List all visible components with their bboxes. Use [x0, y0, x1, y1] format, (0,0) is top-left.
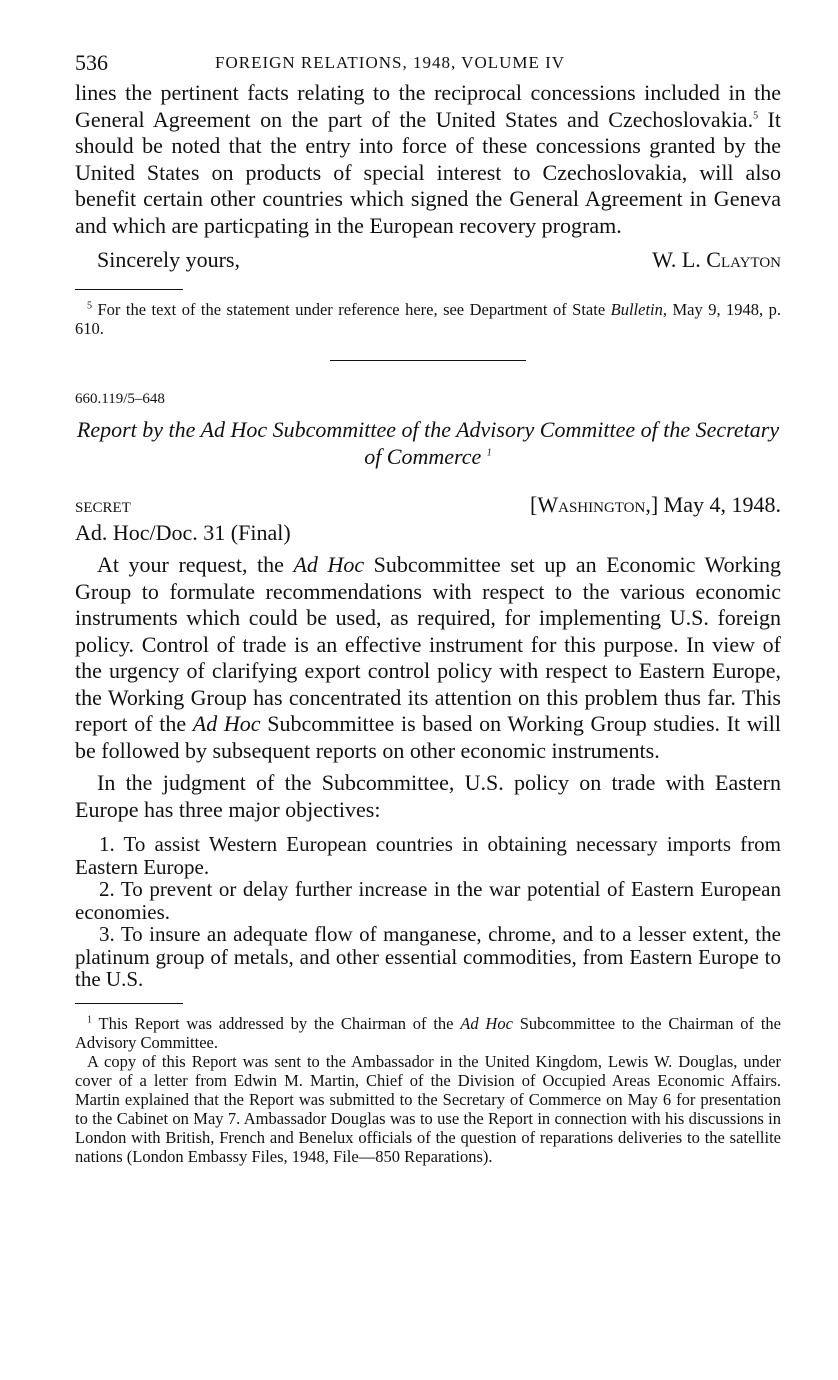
file-number: 660.119/5–648 [75, 391, 165, 407]
letter-paragraph-continued: It should be noted that the entry into force of these concessions granted by the United States on products of special interest to Czechoslovakia, will also benefit certain other countries which signed the General Agreement in Geneva and which are particpating in the European recovery program. [75, 106, 781, 238]
p1-text-3: Subcommittee is based on Working Group studies. It will be followed by subsequent reports on other economic instruments. [75, 711, 782, 763]
footnote-divider [75, 289, 183, 290]
footnote-1-italic: Ad Hoc [460, 1013, 513, 1033]
classification-label: SECRET [75, 500, 131, 516]
place-and-date [530, 492, 781, 518]
footnote-5 [75, 300, 781, 338]
footnote-5-text: For the text of the statement under reference here, see Department of State [92, 300, 611, 319]
objective-item: 2. To prevent or delay further increase in the war potential of Eastern European economies. [75, 877, 781, 924]
date: May 4, 1948. [663, 492, 781, 517]
objective-item: 3. To insure an adequate flow of manganese, chrome, and to a lesser extent, the platinum group of metals, and other essential commodities, from Eastern Europe to the U.S. [75, 922, 781, 991]
p1-italic-2: Ad Hoc [192, 711, 261, 736]
p1-text-2: Subcommittee set up an Economic Working Group to formulate recommendations with respect to the various economic instruments which could be used, as required, for implementing U.S. foreign policy. Control of trade is an effective instrument for this purpose. In view of the urgency of clarifying export control policy with respect to Eastern Europe, the Working Group has concentrated its attention on this problem thus far. This report of the [75, 552, 782, 736]
running-head [75, 50, 781, 80]
footnote-1-text-1: This Report was addressed by the Chairman of the [92, 1013, 461, 1033]
document-id: Ad. Hoc/Doc. 31 (Final) [75, 520, 291, 545]
footnote-5-citation: May 9, 1948, p. 610. [75, 300, 782, 338]
letter-paragraph [75, 80, 781, 239]
footnote-5-publication: Bulletin, [610, 300, 668, 319]
footnote-1-para-1 [75, 1014, 781, 1052]
report-paragraph-2: In the judgment of the Subcommittee, U.S. policy on trade with Eastern Europe has three major objectives: [75, 770, 781, 822]
complimentary-close: Sincerely yours, [97, 247, 240, 272]
footnote-ref-5: 5 [753, 110, 759, 122]
place: [Washington,] [530, 492, 659, 517]
document-separator [330, 360, 526, 361]
footnote-1-text-2: Subcommittee to the Chairman of the Advisory Committee. [75, 1013, 781, 1052]
page-number: 536 [75, 50, 108, 75]
document-title-text: Report by the Ad Hoc Subcommittee of the Advisory Committee of the Secretary of Commerce [76, 417, 780, 469]
signature: W. L. Clayton [652, 247, 781, 272]
footnote-1-para-2: A copy of this Report was sent to the Ambassador in the United Kingdom, Lewis W. Douglas, under cover of a letter from Edwin M. Martin, Chief of the Division of Occupied Areas Economic Affairs. Martin explained that the Report was submitted to the Secretary of Commerce on May 6 for presentation to the Cabinet on May 7. Ambassador Douglas was to use the Report in connection with his discussions in London with British, French and Benelux officials of the question of reparations deliveries to the satellite nations (London Embassy Files, 1948, File—850 Reparations). [75, 1051, 781, 1166]
document-title [75, 416, 781, 470]
report-paragraph-1 [75, 552, 781, 764]
page [75, 50, 781, 1166]
p1-italic-1: Ad Hoc [293, 552, 365, 577]
running-title: FOREIGN RELATIONS, 1948, VOLUME IV [215, 53, 566, 72]
footnote-1-marker: 1 [87, 1014, 92, 1025]
footnote-divider-2 [75, 1003, 183, 1004]
objectives-list [75, 833, 781, 991]
title-footnote-ref: 1 [486, 447, 492, 459]
letter-paragraph-text: lines the pertinent facts relating to the reciprocal concessions included in the General Agreement on the part of the United States and Czechoslovakia. [75, 80, 781, 132]
dateline [75, 492, 781, 520]
footnote-5-marker: 5 [87, 300, 92, 312]
letter-closing [75, 247, 781, 277]
p1-text-1: At your request, the [97, 552, 294, 577]
objective-item: 1. To assist Western European countries in obtaining necessary imports from Eastern Europe. [75, 832, 781, 879]
